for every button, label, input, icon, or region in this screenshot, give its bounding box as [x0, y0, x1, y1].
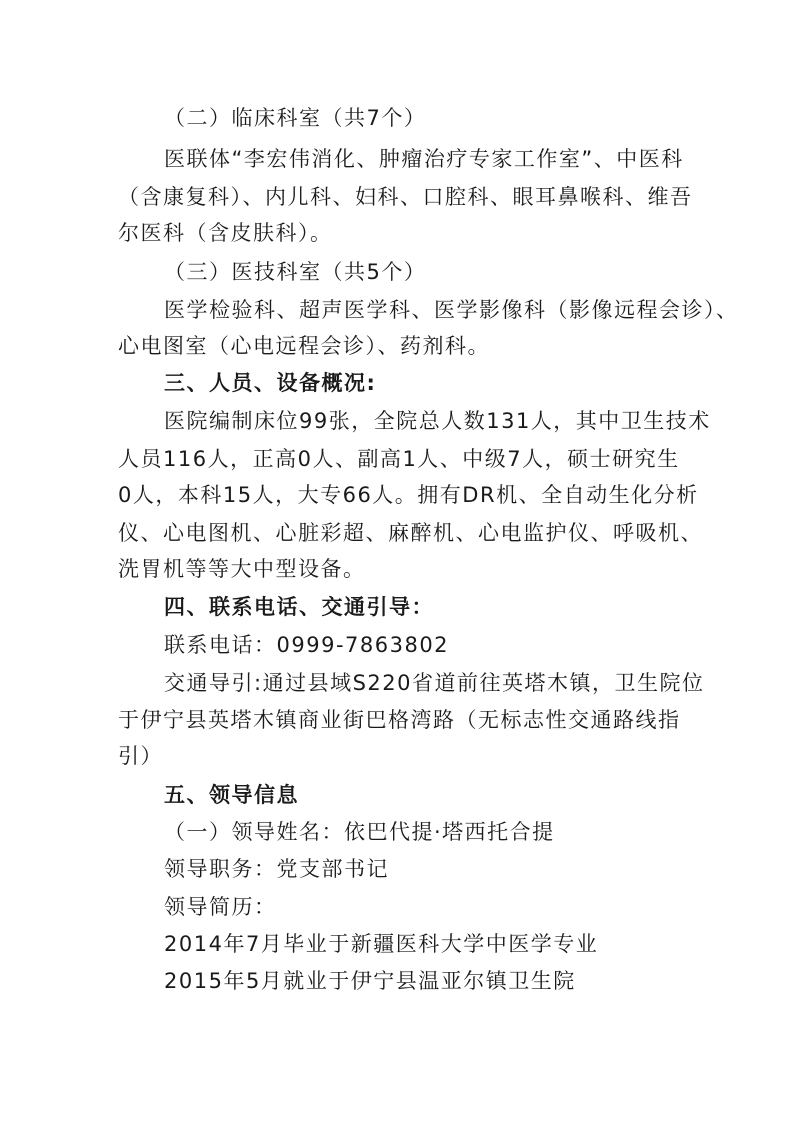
paragraph-line: 于伊宁县英塔木镇商业街巴格湾路（无标志性交通路线指 — [118, 708, 681, 732]
paragraph-line: 医学检验科、超声医学科、医学影像科（影像远程会诊）、 — [164, 298, 739, 322]
section-heading-staff: 三、人员、设备概况: — [164, 371, 377, 395]
paragraph-line: （含康复科）、内儿科、妇科、口腔科、眼耳鼻喉科、维吾 — [118, 185, 693, 209]
leader-title: 领导职务：党支部书记 — [164, 857, 389, 881]
paragraph-line: 仪、心电图机、心脏彩超、麻醉机、心电监护仪、呼吸机、 — [118, 521, 703, 545]
section-heading-tech: （三）医技科室（共5个） — [164, 260, 427, 284]
paragraph-line: 交通导引:通过县域S220省道前往英塔木镇，卫生院位 — [164, 671, 705, 695]
paragraph-line: 人员116人，正高0人、副高1人、中级7人，硕士研究生 — [118, 447, 680, 471]
paragraph-line: 医院编制床位99张，全院总人数131人，其中卫生技术 — [164, 409, 711, 433]
resume-entry: 2014年7月毕业于新疆医科大学中医学专业 — [164, 932, 599, 956]
section-heading-clinical: （二）临床科室（共7个） — [164, 106, 427, 130]
leader-resume-label: 领导简历： — [164, 895, 277, 919]
paragraph-line: 0人，本科15人，大专66人。拥有DR机、全自动生化分析 — [118, 483, 699, 507]
contact-phone: 联系电话：0999-7863802 — [164, 633, 450, 657]
paragraph-line: 心电图室（心电远程会诊）、药剂科。 — [118, 334, 490, 358]
section-heading-leader: 五、领导信息 — [164, 783, 299, 807]
paragraph-line: 尔医科（含皮肤科）。 — [118, 221, 333, 245]
resume-entry: 2015年5月就业于伊宁县温亚尔镇卫生院 — [164, 969, 576, 993]
leader-name: （一）领导姓名：依巴代提·塔西托合提 — [164, 820, 555, 844]
paragraph-line: 引） — [118, 744, 163, 768]
section-heading-contact: 四、联系电话、交通引导： — [164, 595, 434, 619]
paragraph-line: 洗胃机等等大中型设备。 — [118, 557, 366, 581]
paragraph-line: 医联体“李宏伟消化、肿瘤治疗专家工作室”、中医科 — [164, 147, 684, 171]
